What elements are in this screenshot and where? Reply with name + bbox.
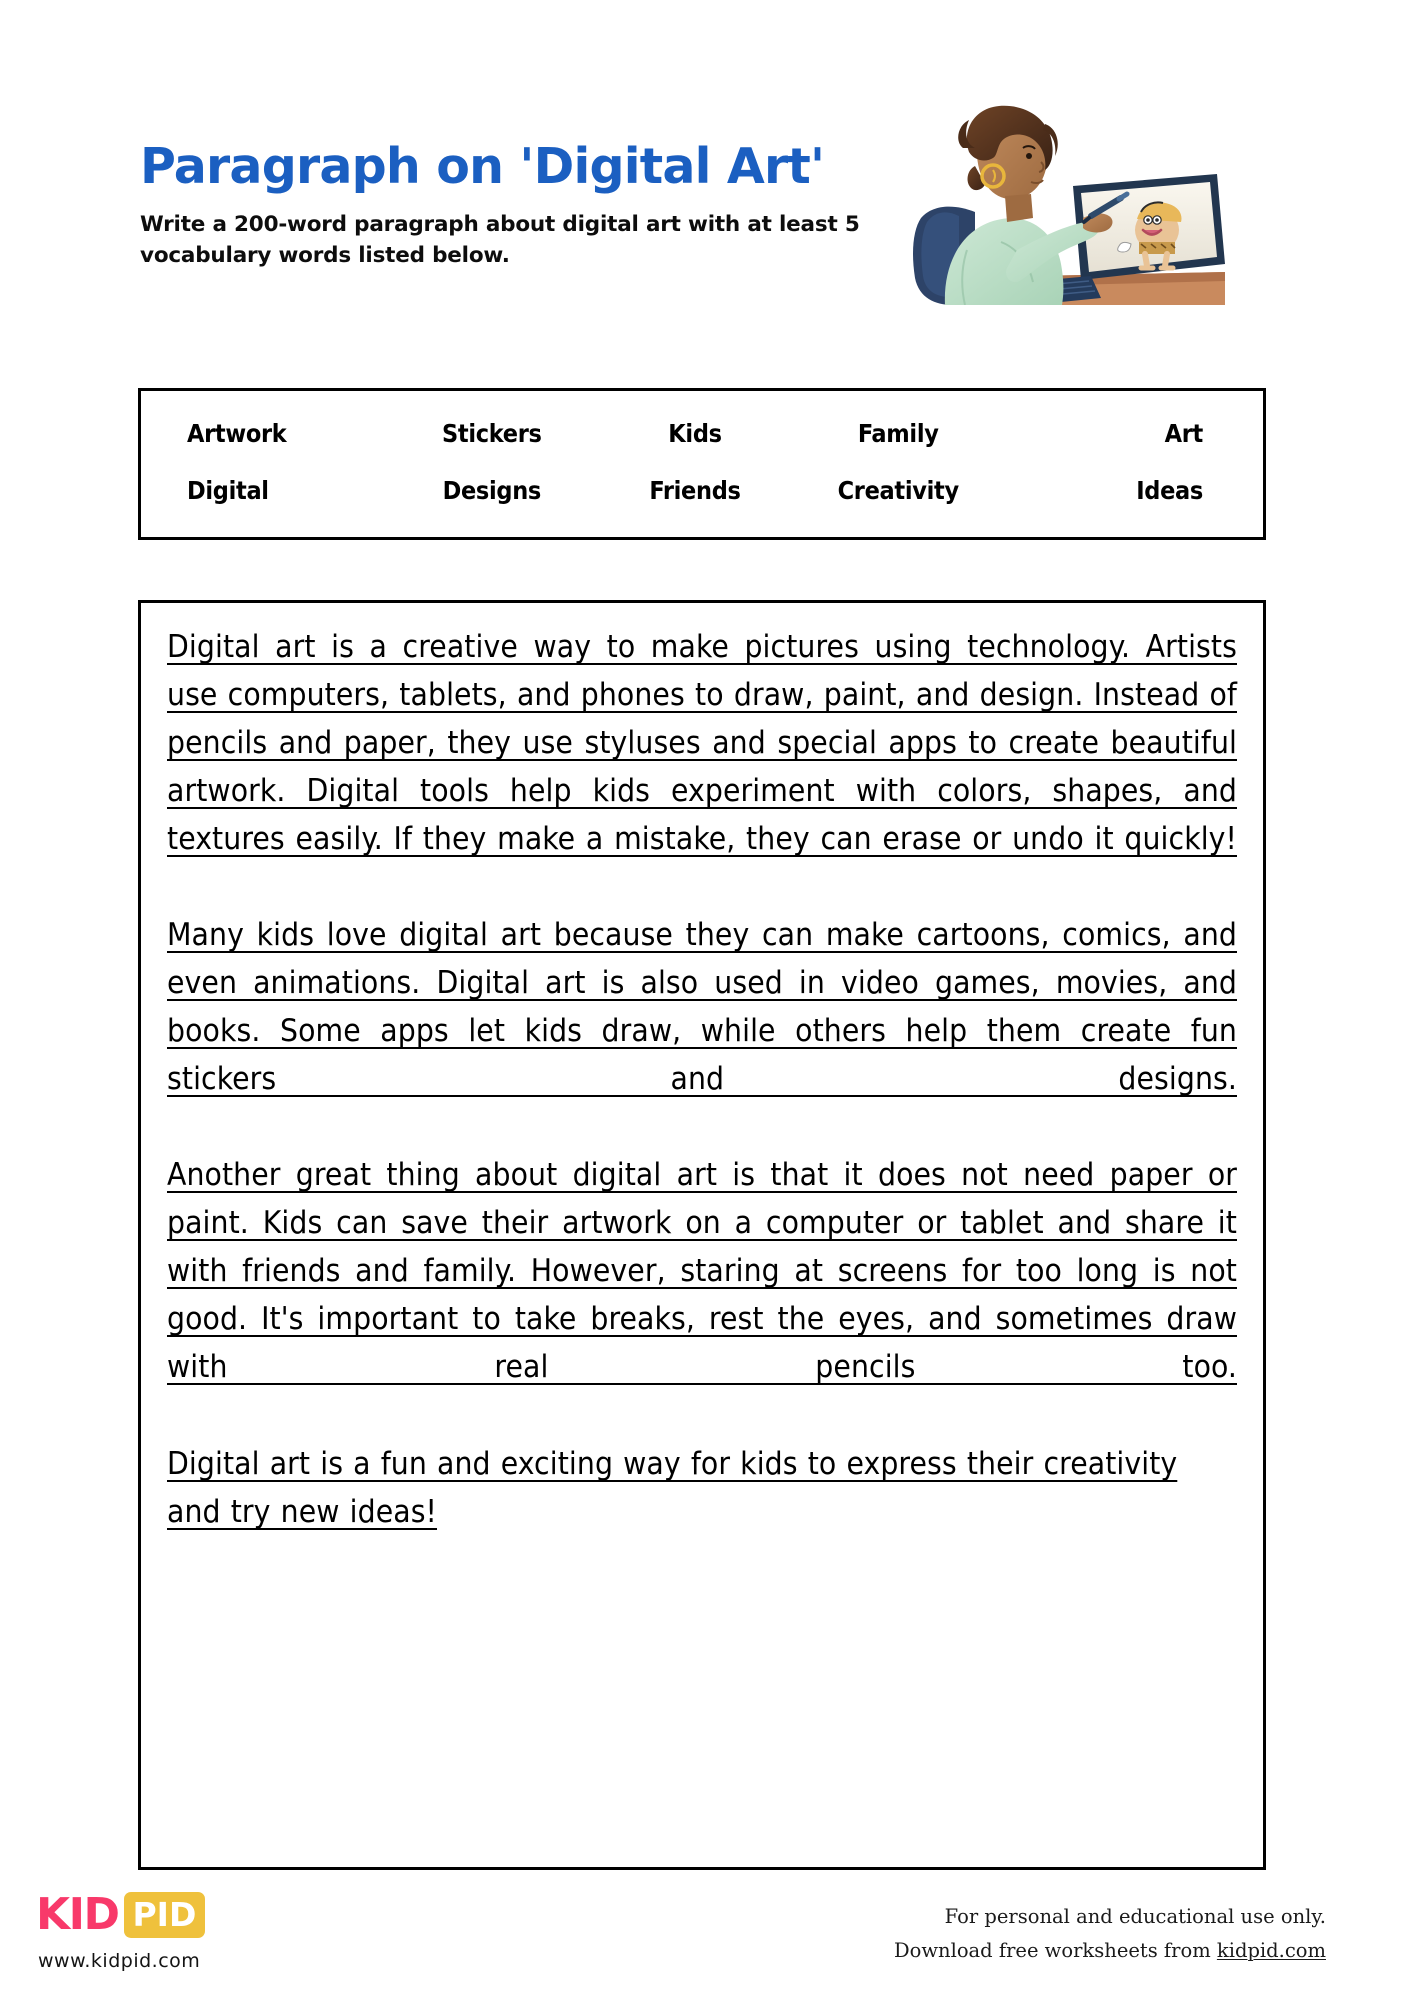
vocabulary-word: Creativity <box>837 476 959 505</box>
vocabulary-word: Ideas <box>1136 476 1204 505</box>
kidpid-website-link[interactable]: kidpid.com <box>1216 1938 1326 1962</box>
vocabulary-word: Friends <box>649 476 741 505</box>
vocabulary-word: Digital <box>187 476 269 505</box>
footer-note-prefix: Download free worksheets from <box>893 1938 1217 1962</box>
paragraph-answer-box <box>138 600 1266 1870</box>
vocabulary-word-box <box>138 388 1266 540</box>
footer-note-line-2 <box>894 1934 1326 1968</box>
footer-note-line-1: For personal and educational use only. <box>944 1905 1326 1928</box>
vocabulary-word: Art <box>1164 419 1204 448</box>
logo-mark <box>36 1888 266 1942</box>
vocabulary-word: Kids <box>668 419 722 448</box>
page-title: Paragraph on 'Digital Art' <box>140 138 825 195</box>
woman-head <box>958 106 1058 222</box>
vocabulary-word: Designs <box>442 476 542 505</box>
vocabulary-word: Family <box>857 419 939 448</box>
paragraph-body: Digital art is a creative way to make pictures using technology. Artists use computers, tablets, and phones to draw, paint, and design. Instead of pencils and paper, they use styluses and special apps to create beautiful artwork. Digital tools help kids experiment with colors, shapes, and textures easily. If they make a mistake, they can erase or undo it quickly! <box>167 629 1237 858</box>
kidpid-logo[interactable] <box>36 1888 266 1972</box>
paragraph-body: Digital art is a fun and exciting way for kids to express their creativity and try new ideas! <box>167 1445 1178 1530</box>
vocabulary-word: Artwork <box>187 419 287 448</box>
vocabulary-row <box>169 476 1235 505</box>
footer-usage-note <box>894 1900 1326 1967</box>
logo-text-kid: KID <box>36 1889 119 1940</box>
vocabulary-word: Stickers <box>441 419 542 448</box>
vocabulary-row <box>169 419 1235 448</box>
worksheet-header <box>140 140 900 271</box>
instructions-text: Write a 200-word paragraph about digital art with at least 5 vocabulary words listed below. <box>140 211 860 269</box>
logo-website-url: www.kidpid.com <box>38 1950 201 1972</box>
illustration-woman-drawing-on-tablet <box>905 100 1225 305</box>
paragraph-body: Many kids love digital art because they can make cartoons, comics, and even animations. Digital art is also used in video games, movies, and books. Some apps let kids draw, while others help them create fun stickers and designs. <box>167 917 1237 1098</box>
logo-text-pid: PID <box>124 1892 206 1938</box>
paragraph-body: Another great thing about digital art is that it does not need paper or paint. Kids can save their artwork on a computer or tablet and share it with friends and family. However, staring at screens for too long is not good. It's important to take breaks, rest the eyes, and sometimes draw with real pencils too. <box>167 1157 1237 1386</box>
